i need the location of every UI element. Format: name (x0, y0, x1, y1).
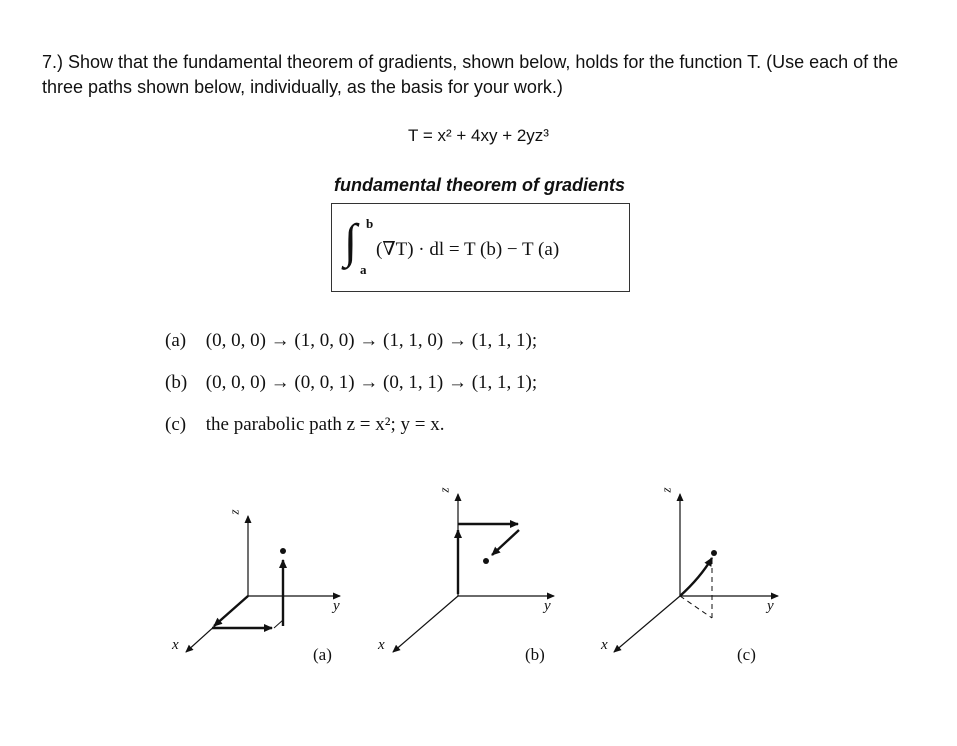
path-item (165, 410, 537, 452)
diagram-b (393, 494, 554, 652)
y-axis-label: y (333, 598, 340, 614)
theorem-box (331, 203, 630, 292)
x-axis-label: x (172, 637, 179, 653)
path-segment (214, 596, 248, 626)
y-axis-label: y (767, 598, 774, 614)
end-point (483, 558, 489, 564)
path-label: (b) (165, 372, 188, 393)
path-text: the parabolic path z = x²; y = x. (205, 414, 445, 435)
integral-lower-limit: a (360, 262, 367, 277)
diagram-caption: (a) (313, 645, 332, 664)
path-text: (0, 0, 0) → (1, 0, 0) → (1, 1, 0) → (1, 1, 1); (205, 330, 538, 351)
x-axis-label: x (378, 637, 385, 653)
path-item (165, 368, 537, 410)
guide-line (274, 620, 283, 628)
diagram-caption: (c) (737, 645, 756, 664)
end-point (711, 550, 717, 556)
z-axis-label: z (436, 487, 452, 493)
guide-line (680, 596, 712, 618)
x-axis-label: x (601, 637, 608, 653)
path-list (165, 326, 537, 452)
diagram-c (614, 494, 778, 652)
parabolic-path (680, 558, 712, 596)
theorem-expression: (∇T) · dl = T (b) − T (a) (376, 239, 560, 260)
theorem-title: fundamental theorem of gradients (334, 175, 626, 195)
z-axis-label: z (658, 487, 674, 493)
path-text: (0, 0, 0) → (0, 0, 1) → (0, 1, 1) → (1, 1, 1); (205, 372, 538, 393)
integral-sign: ∫ (344, 215, 358, 268)
x-axis (614, 596, 680, 652)
diagram-a (186, 516, 340, 652)
problem-statement: 7.) Show that the fundamental theorem of gradients, shown below, holds for the function T. (Use each of the three paths shown below, individually, as the basis for your work.) (42, 52, 899, 97)
integral-upper-limit: b (366, 216, 374, 231)
path-item (165, 326, 537, 368)
x-axis (393, 596, 458, 652)
diagram-caption: (b) (525, 645, 545, 664)
function-equation: T = x² + 4xy + 2yz³ (408, 126, 549, 145)
path-segment (492, 530, 519, 555)
path-diagrams (0, 470, 957, 690)
path-label: (c) (165, 414, 187, 435)
z-axis-label: z (226, 509, 242, 515)
end-point (280, 548, 286, 554)
path-label: (a) (165, 330, 187, 351)
y-axis-label: y (544, 598, 551, 614)
